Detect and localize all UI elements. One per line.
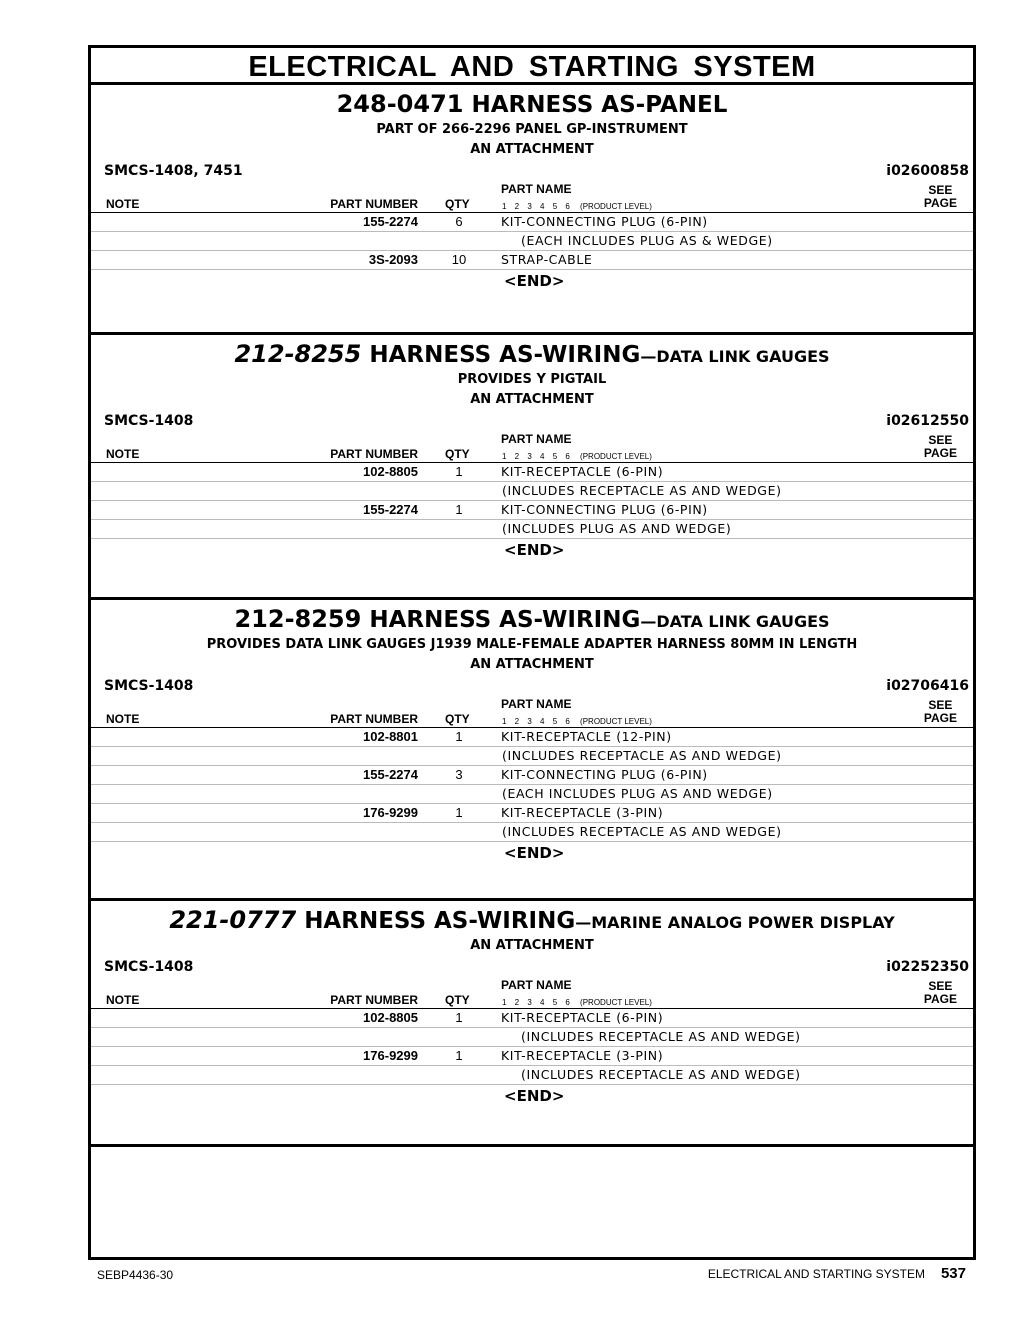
- col-part-name: PART NAME: [501, 182, 572, 196]
- row-qty: 10: [451, 252, 467, 267]
- section-line-1: PROVIDES Y PIGTAIL: [457, 372, 607, 387]
- section-title-text: HARNESS AS-WIRING: [369, 342, 641, 368]
- column-header: [91, 697, 973, 728]
- page-frame: [88, 45, 976, 1260]
- table-row: [91, 766, 973, 785]
- row-qty: 1: [455, 464, 463, 479]
- smcs-code: SMCS-1408, 7451: [104, 163, 243, 179]
- page-label: PAGE: [923, 711, 957, 725]
- end-marker: [91, 842, 973, 868]
- section-subtitle: —DATA LINK GAUGES: [640, 347, 830, 366]
- col-levels: [502, 452, 652, 461]
- info-id: i02600858: [886, 163, 969, 179]
- table-row: [91, 804, 973, 823]
- table-row: [91, 1047, 973, 1066]
- row-part-name: KIT-CONNECTING PLUG (6-PIN): [501, 214, 708, 229]
- table-row: [91, 823, 973, 842]
- table-row: [91, 1066, 973, 1085]
- row-part-number: 102-8805: [363, 464, 418, 479]
- row-part-number: 155-2274: [363, 502, 418, 517]
- smcs-code: SMCS-1408: [104, 959, 194, 975]
- info-id: i02252350: [886, 959, 969, 975]
- section-part-number: 212-8259: [234, 605, 362, 633]
- section-subtitle: —MARINE ANALOG POWER DISPLAY: [575, 913, 895, 932]
- level-numbers: 1 2 3 4 5 6: [502, 717, 570, 726]
- level-numbers: 1 2 3 4 5 6: [502, 202, 570, 211]
- page-number: 537: [940, 1265, 966, 1282]
- col-part-number: PART NUMBER: [330, 712, 418, 726]
- table-row: [91, 213, 973, 232]
- row-part-name: KIT-RECEPTACLE (3-PIN): [501, 805, 664, 820]
- col-note: NOTE: [106, 993, 140, 1007]
- row-part-number: 155-2274: [363, 767, 418, 782]
- table-row: [91, 463, 973, 482]
- col-part-number: PART NUMBER: [330, 197, 418, 211]
- page-label: PAGE: [923, 196, 957, 210]
- section-line-1: PART OF 266-2296 PANEL GP-INSTRUMENT: [376, 122, 688, 137]
- table-row: [91, 1009, 973, 1028]
- end-label: <END>: [504, 541, 565, 559]
- row-part-name: KIT-CONNECTING PLUG (6-PIN): [501, 502, 708, 517]
- col-levels: [502, 717, 652, 726]
- table-row: [91, 520, 973, 539]
- row-part-number: 102-8805: [363, 1010, 418, 1025]
- row-qty: 1: [455, 1010, 463, 1025]
- smcs-row: [91, 675, 973, 697]
- row-part-number: 155-2274: [363, 214, 418, 229]
- footer-right: [708, 1265, 966, 1282]
- row-part-name: STRAP-CABLE: [501, 252, 593, 267]
- product-level-label: (PRODUCT LEVEL): [580, 202, 652, 211]
- section-221-0777: [91, 901, 973, 1147]
- row-qty: 1: [455, 805, 463, 820]
- row-part-name: KIT-RECEPTACLE (6-PIN): [501, 1010, 664, 1025]
- table-row: [91, 1028, 973, 1047]
- row-part-number: 176-9299: [363, 805, 418, 820]
- col-see-page: [924, 184, 957, 210]
- info-id: i02706416: [886, 678, 969, 694]
- see-label: SEE: [928, 698, 953, 712]
- section-title: [91, 91, 973, 120]
- col-see-page: [924, 699, 957, 725]
- info-id: i02612550: [886, 413, 969, 429]
- section-title-text: HARNESS AS-WIRING: [369, 607, 641, 633]
- section-line-2: AN ATTACHMENT: [470, 392, 594, 407]
- col-qty: QTY: [445, 197, 470, 211]
- row-qty: 6: [455, 214, 463, 229]
- section-title-text: HARNESS AS-PANEL: [471, 92, 728, 118]
- section-subtitle: —DATA LINK GAUGES: [640, 612, 830, 631]
- section-part-number: 248-0471: [336, 90, 464, 118]
- table-row: [91, 747, 973, 766]
- section-line-1: PROVIDES DATA LINK GAUGES J1939 MALE-FEMALE ADAPTER HARNESS 80MM IN LENGTH: [206, 637, 858, 652]
- row-part-name: (INCLUDES RECEPTACLE AS AND WEDGE): [502, 483, 782, 498]
- smcs-row: [91, 956, 973, 978]
- row-part-name: (INCLUDES PLUG AS AND WEDGE): [502, 521, 732, 536]
- row-part-name: KIT-RECEPTACLE (12-PIN): [501, 729, 672, 744]
- footer-title: ELECTRICAL AND STARTING SYSTEM: [707, 1267, 925, 1281]
- level-numbers: 1 2 3 4 5 6: [502, 452, 570, 461]
- col-levels: [502, 202, 652, 211]
- col-part-number: PART NUMBER: [330, 447, 418, 461]
- page-label: PAGE: [923, 446, 957, 460]
- section-title-text: HARNESS AS-WIRING: [304, 908, 576, 934]
- level-numbers: 1 2 3 4 5 6: [502, 998, 570, 1007]
- end-label: <END>: [504, 1087, 565, 1105]
- row-part-number: 3S-2093: [368, 252, 418, 267]
- section-line-1: AN ATTACHMENT: [470, 938, 594, 953]
- col-note: NOTE: [106, 197, 140, 211]
- see-label: SEE: [928, 979, 953, 993]
- end-marker: [91, 1085, 973, 1111]
- end-marker: [91, 270, 973, 296]
- section-248-0471: [91, 85, 973, 335]
- row-part-name: (INCLUDES RECEPTACLE AS AND WEDGE): [502, 748, 782, 763]
- col-part-name: PART NAME: [501, 432, 572, 446]
- end-marker: [91, 539, 973, 565]
- smcs-code: SMCS-1408: [104, 413, 194, 429]
- section-212-8259: [91, 600, 973, 901]
- table-row: [91, 785, 973, 804]
- row-part-name: (EACH INCLUDES PLUG AS AND WEDGE): [502, 786, 773, 801]
- smcs-code: SMCS-1408: [104, 678, 194, 694]
- row-qty: 3: [455, 767, 463, 782]
- row-qty: 1: [455, 729, 463, 744]
- page-label: PAGE: [923, 992, 957, 1006]
- section-212-8255: [91, 335, 973, 600]
- table-row: [91, 232, 973, 251]
- smcs-row: [91, 160, 973, 182]
- page-header: ELECTRICAL AND STARTING SYSTEM: [91, 48, 973, 85]
- column-header: [91, 182, 973, 213]
- see-label: SEE: [928, 183, 953, 197]
- row-part-name: KIT-CONNECTING PLUG (6-PIN): [501, 767, 708, 782]
- column-header: [91, 432, 973, 463]
- row-part-name: (INCLUDES RECEPTACLE AS AND WEDGE): [521, 1029, 801, 1044]
- section-title: [91, 341, 973, 370]
- col-note: NOTE: [106, 712, 140, 726]
- col-part-number: PART NUMBER: [330, 993, 418, 1007]
- footer-doc-id: SEBP4436-30: [97, 1268, 174, 1282]
- row-qty: 1: [455, 1048, 463, 1063]
- col-see-page: [924, 980, 957, 1006]
- column-header: [91, 978, 973, 1009]
- smcs-row: [91, 410, 973, 432]
- row-part-name: (EACH INCLUDES PLUG AS & WEDGE): [521, 233, 773, 248]
- section-line-2: AN ATTACHMENT: [470, 142, 594, 157]
- section-part-number: 221-0777: [169, 906, 297, 934]
- col-see-page: [924, 434, 957, 460]
- row-part-name: (INCLUDES RECEPTACLE AS AND WEDGE): [521, 1067, 801, 1082]
- table-row: [91, 482, 973, 501]
- col-qty: QTY: [445, 993, 470, 1007]
- see-label: SEE: [928, 433, 953, 447]
- table-row: [91, 728, 973, 747]
- col-qty: QTY: [445, 447, 470, 461]
- row-part-number: 176-9299: [363, 1048, 418, 1063]
- col-levels: [502, 998, 652, 1007]
- product-level-label: (PRODUCT LEVEL): [580, 717, 652, 726]
- row-part-name: KIT-RECEPTACLE (3-PIN): [501, 1048, 664, 1063]
- product-level-label: (PRODUCT LEVEL): [580, 998, 652, 1007]
- col-qty: QTY: [445, 712, 470, 726]
- col-part-name: PART NAME: [501, 978, 572, 992]
- row-part-name: KIT-RECEPTACLE (6-PIN): [501, 464, 664, 479]
- row-qty: 1: [455, 502, 463, 517]
- table-row: [91, 501, 973, 520]
- section-part-number: 212-8255: [234, 340, 362, 368]
- end-label: <END>: [504, 272, 565, 290]
- col-part-name: PART NAME: [501, 697, 572, 711]
- col-note: NOTE: [106, 447, 140, 461]
- table-row: [91, 251, 973, 270]
- end-label: <END>: [504, 844, 565, 862]
- section-title: [91, 907, 973, 936]
- product-level-label: (PRODUCT LEVEL): [580, 452, 652, 461]
- row-part-number: 102-8801: [363, 729, 418, 744]
- section-title: [91, 606, 973, 635]
- section-line-2: AN ATTACHMENT: [470, 657, 594, 672]
- row-part-name: (INCLUDES RECEPTACLE AS AND WEDGE): [502, 824, 782, 839]
